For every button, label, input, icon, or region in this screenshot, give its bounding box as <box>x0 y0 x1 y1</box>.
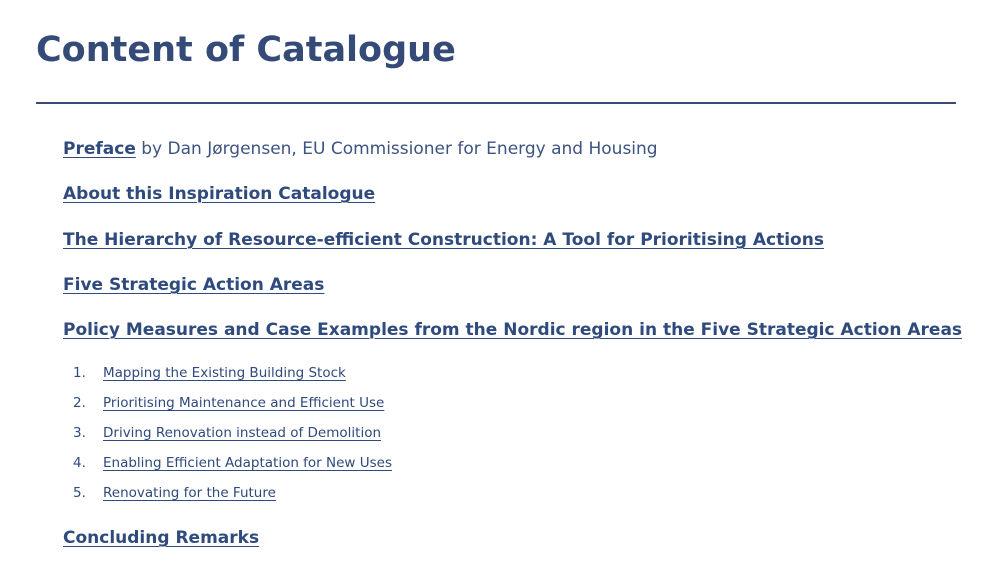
five-strategic-areas-link[interactable]: Five Strategic Action Areas <box>63 275 325 295</box>
toc-entry-policy-measures <box>63 318 962 342</box>
hierarchy-link[interactable]: The Hierarchy of Resource-efficient Construction: A Tool for Prioritising Actions <box>63 230 824 250</box>
prioritising-maintenance-link[interactable]: Prioritising Maintenance and Efficient Use <box>103 395 385 411</box>
toc-entry-preface <box>63 137 658 161</box>
title-divider <box>36 102 956 104</box>
toc-entry-about <box>63 182 375 206</box>
list-item-number: 5. <box>73 485 86 501</box>
toc-entry-hierarchy <box>63 228 824 252</box>
toc-entry-concluding <box>63 526 259 550</box>
list-item-number: 3. <box>73 425 86 441</box>
policy-measures-link[interactable]: Policy Measures and Case Examples from the Nordic region in the Five Strategic Action Areas <box>63 320 963 340</box>
toc-entry-five-areas <box>63 273 324 297</box>
concluding-remarks-link[interactable]: Concluding Remarks <box>63 528 260 548</box>
preface-byline: by Dan Jørgensen, EU Commissioner for Energy and Housing <box>135 139 658 159</box>
mapping-building-stock-link[interactable]: Mapping the Existing Building Stock <box>103 365 346 381</box>
list-item-number: 4. <box>73 455 86 471</box>
list-item-number: 1. <box>73 365 86 381</box>
list-item-number: 2. <box>73 395 86 411</box>
efficient-adaptation-link[interactable]: Enabling Efficient Adaptation for New Uses <box>103 455 393 471</box>
about-catalogue-link[interactable]: About this Inspiration Catalogue <box>63 184 376 204</box>
renovating-future-link[interactable]: Renovating for the Future <box>103 485 276 501</box>
preface-link[interactable]: Preface <box>63 139 136 159</box>
driving-renovation-link[interactable]: Driving Renovation instead of Demolition <box>103 425 382 441</box>
page-title: Content of Catalogue <box>36 30 456 70</box>
